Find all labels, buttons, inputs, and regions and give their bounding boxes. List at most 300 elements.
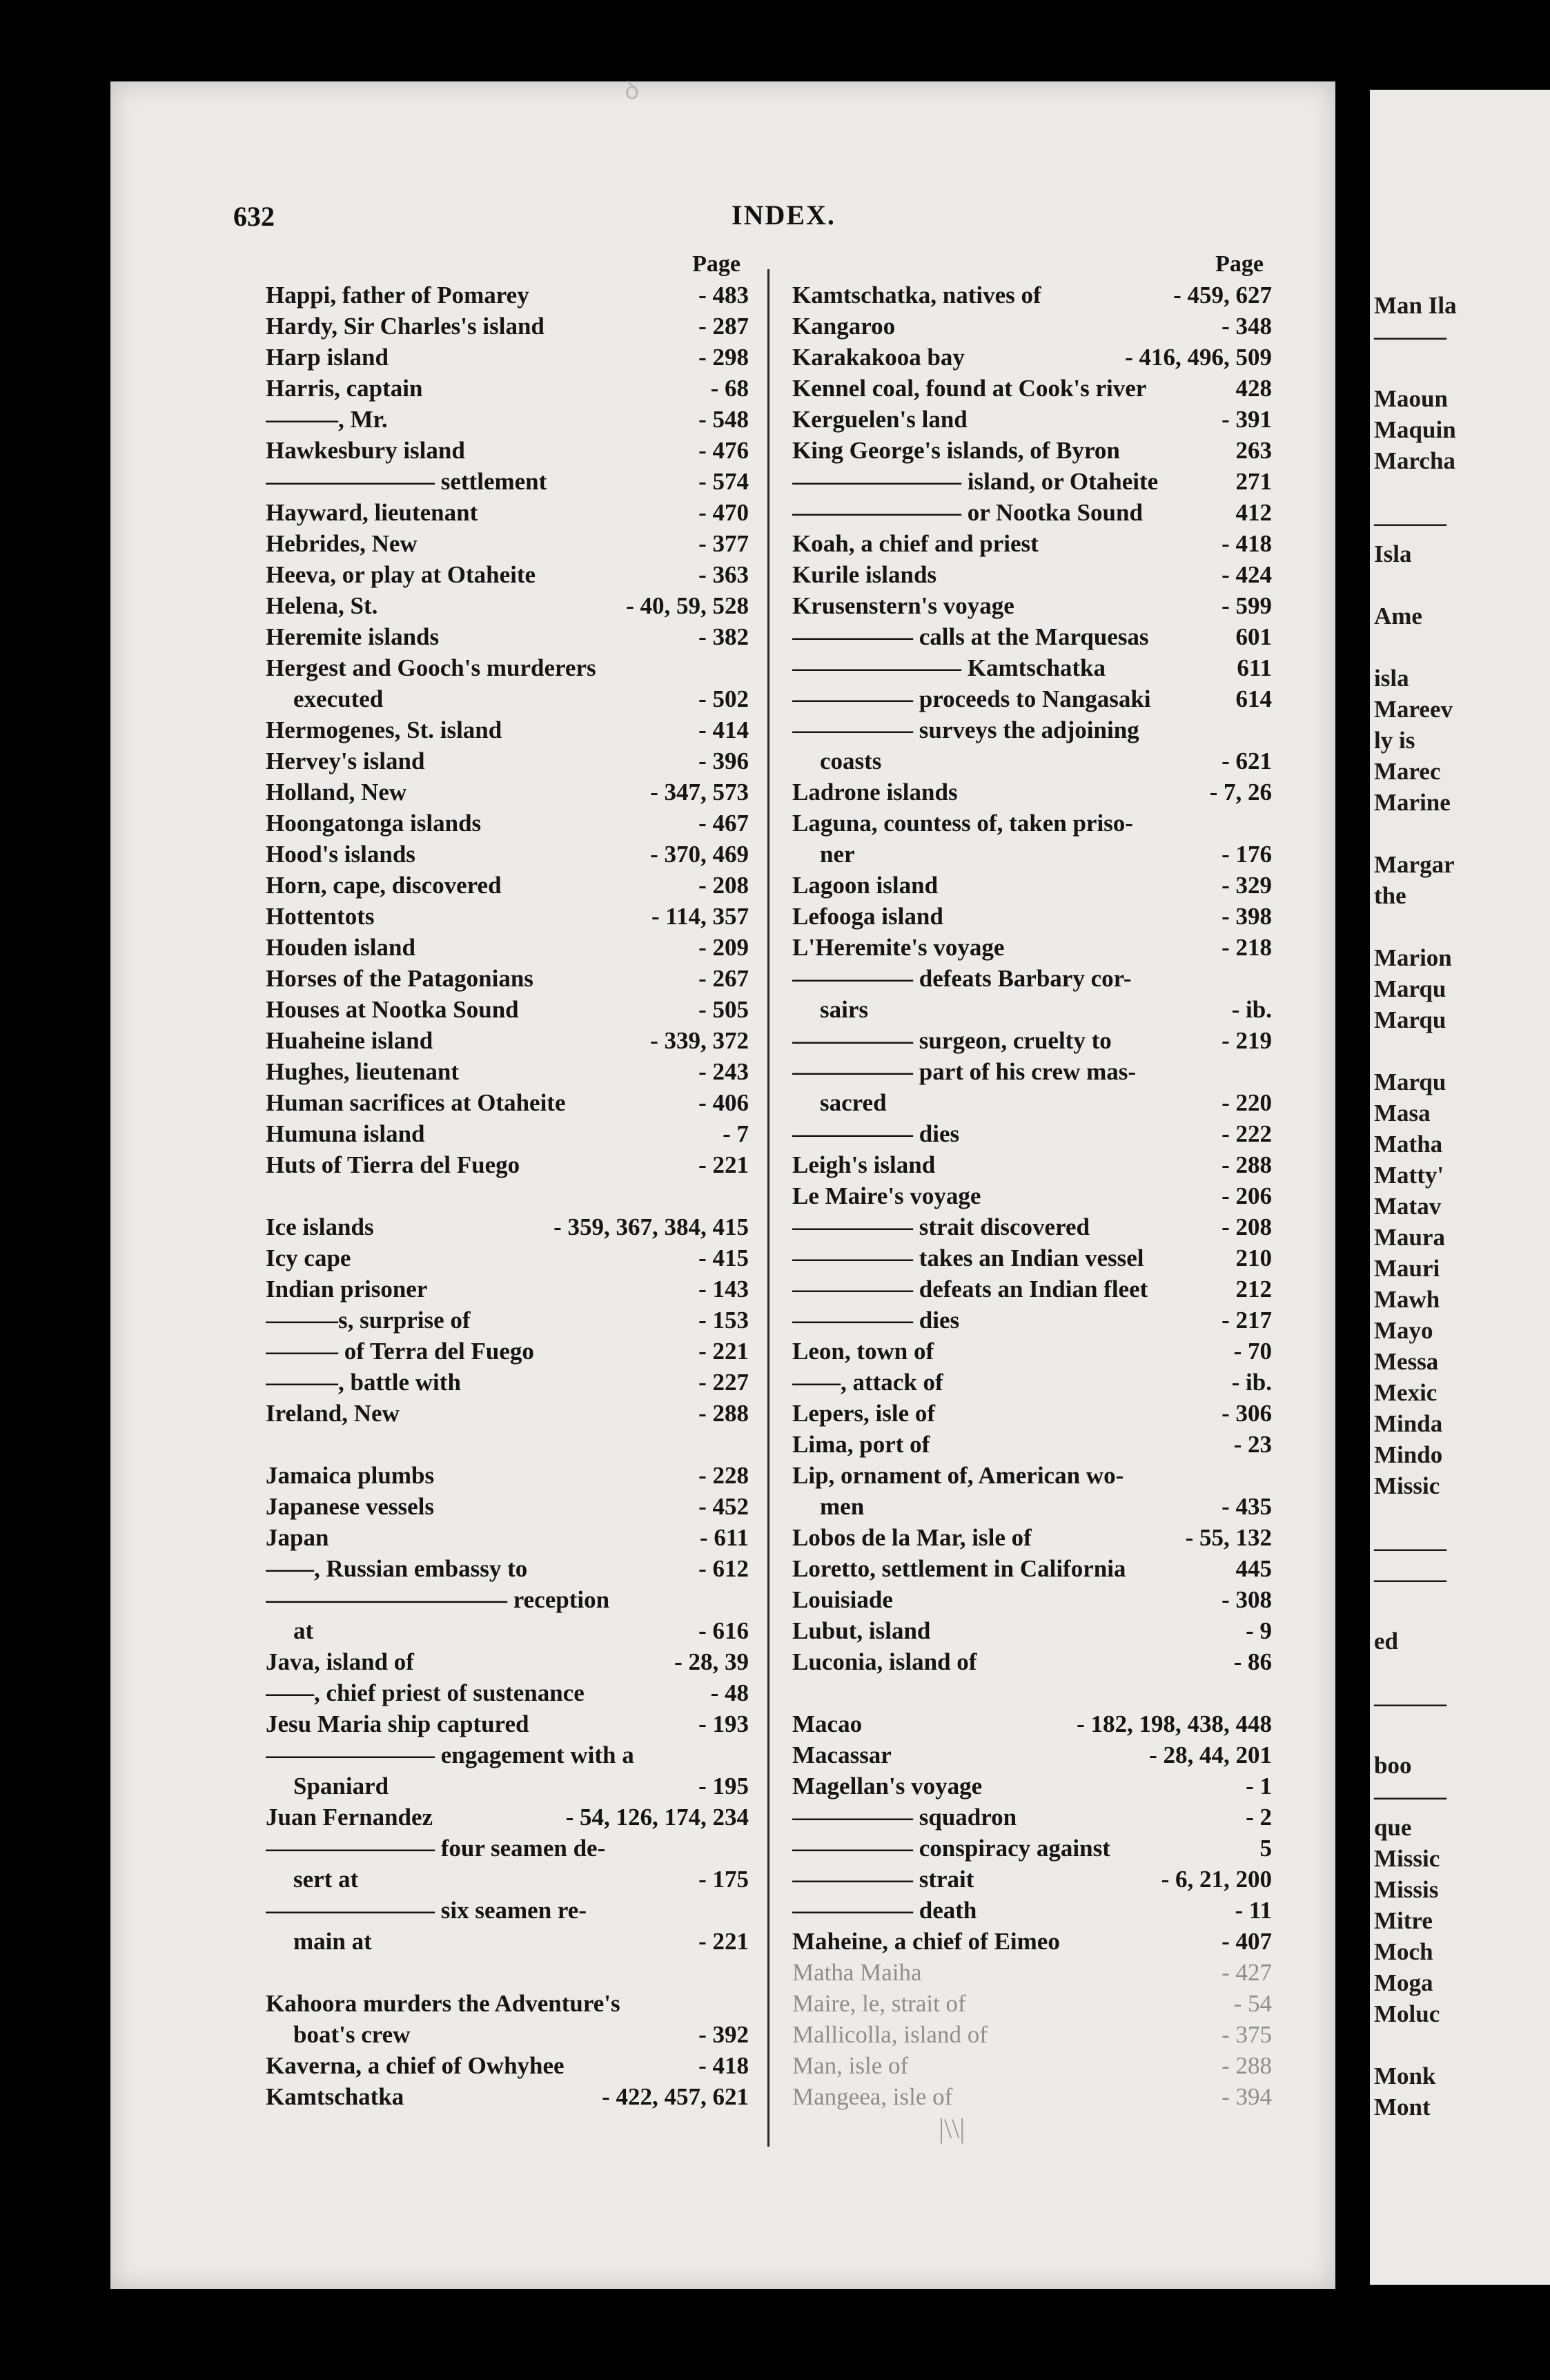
facing-page-edge: [1370, 90, 1550, 2285]
facing-page-line: Isla: [1374, 540, 1412, 567]
index-entry: [792, 1056, 1272, 1087]
index-page-refs: - 359, 367, 384, 415: [547, 1211, 749, 1242]
facing-page-line: the: [1374, 882, 1406, 909]
index-entry: [792, 1864, 1272, 1895]
index-term: ————— strait: [792, 1866, 974, 1893]
facing-page-line: ed: [1374, 1628, 1398, 1655]
index-entry: [266, 1522, 749, 1553]
index-page-refs: - 574: [691, 466, 749, 497]
bottom-mark: |\\|: [939, 2113, 965, 2144]
index-entry: [792, 1336, 1272, 1367]
index-term: Lima, port of: [792, 1431, 930, 1458]
index-entry: [792, 2050, 1272, 2081]
index-entry: [266, 342, 749, 373]
index-page-refs: 428: [1229, 373, 1273, 404]
index-term: Lepers, isle of: [792, 1400, 936, 1427]
index-entry: [266, 994, 749, 1025]
index-term: Ice islands: [266, 1213, 374, 1240]
index-term: Lobos de la Mar, isle of: [792, 1524, 1032, 1551]
index-entry: [792, 528, 1272, 559]
index-page-refs: - 28, 39: [667, 1646, 749, 1677]
index-page-refs: - 306: [1215, 1398, 1272, 1429]
index-entry: [266, 373, 749, 404]
facing-page-line: Marine: [1374, 789, 1451, 816]
index-term: Hebrides, New: [266, 530, 418, 557]
index-entry: [792, 1708, 1272, 1739]
index-term: Leigh's island: [792, 1151, 936, 1178]
facing-page-line: Mawh: [1374, 1286, 1440, 1313]
facing-page-line: Moluc: [1374, 2000, 1440, 2027]
index-entry: [792, 901, 1272, 932]
index-term: —————————— reception: [266, 1586, 610, 1613]
index-term: sert at: [293, 1866, 359, 1893]
index-page-refs: - 86: [1227, 1646, 1272, 1677]
index-entry: [792, 1988, 1272, 2019]
index-page-refs: 445: [1229, 1553, 1273, 1584]
index-term: Hergest and Gooch's murderers: [266, 654, 596, 681]
index-entry: [266, 1242, 749, 1274]
index-entry: [266, 1274, 749, 1305]
index-term: ————— squadron: [792, 1804, 1017, 1831]
index-page-refs: - 415: [691, 1242, 749, 1274]
index-page-refs: - 195: [691, 1771, 749, 1802]
index-entry: [792, 1149, 1272, 1180]
index-entry: [792, 497, 1272, 528]
facing-page-line: Moch: [1374, 1938, 1433, 1965]
facing-page-line: ———: [1374, 1783, 1446, 1810]
index-page-refs: - 221: [691, 1149, 749, 1180]
index-page-refs: 212: [1229, 1274, 1273, 1305]
index-term: Spaniard: [293, 1773, 389, 1799]
index-term: Harris, captain: [266, 375, 423, 402]
index-page-refs: - 220: [1215, 1087, 1272, 1118]
margin-mark: ꝺ: [625, 77, 640, 104]
index-entry: [266, 2050, 749, 2081]
facing-page-line: Missis: [1374, 1876, 1439, 1903]
index-page-refs: - 1: [1239, 1771, 1272, 1802]
index-entry: [792, 1398, 1272, 1429]
section-gap: [266, 1429, 749, 1460]
index-page-refs: - 288: [691, 1398, 749, 1429]
index-term: Macassar: [792, 1742, 892, 1768]
index-entry: [266, 1833, 749, 1864]
index-entry: [792, 311, 1272, 342]
index-page-refs: - 459, 627: [1166, 280, 1272, 311]
index-term: ————— defeats an Indian fleet: [792, 1276, 1148, 1303]
index-entry: [792, 652, 1272, 683]
index-page-refs: - 407: [1215, 1926, 1272, 1957]
facing-page-line: Maquin: [1374, 416, 1456, 443]
index-page-refs: - 222: [1215, 1118, 1272, 1149]
index-page-refs: - 287: [691, 311, 749, 342]
index-term: main at: [293, 1928, 372, 1955]
section-gap: [266, 1180, 749, 1211]
facing-page-line: Mayo: [1374, 1317, 1433, 1344]
facing-page-line: [1374, 1501, 1457, 1532]
index-page-refs: - 228: [691, 1460, 749, 1491]
index-page-refs: - 435: [1215, 1491, 1272, 1522]
index-entry: [266, 745, 749, 777]
facing-page-line: boo: [1374, 1752, 1412, 1779]
index-entry: [266, 777, 749, 808]
index-term: Java, island of: [266, 1648, 414, 1675]
index-term: Koah, a chief and priest: [792, 530, 1039, 557]
index-page-refs: - 452: [691, 1491, 749, 1522]
index-entry: [266, 652, 749, 683]
index-page-refs: - 288: [1215, 1149, 1272, 1180]
index-term: men: [820, 1493, 865, 1520]
facing-page-line: Matty': [1374, 1162, 1444, 1189]
index-term: ————— calls at the Marquesas: [792, 623, 1149, 650]
index-term: Harp island: [266, 344, 389, 371]
index-term: ————— death: [792, 1897, 977, 1924]
index-entry: [266, 1771, 749, 1802]
index-entry: [266, 839, 749, 870]
index-term: ————— part of his crew mas-: [792, 1058, 1137, 1085]
index-page-refs: - 422, 457, 621: [595, 2081, 749, 2112]
index-entry: [792, 1957, 1272, 1988]
index-term: ————— surveys the adjoining: [792, 716, 1139, 743]
index-entry: [266, 1615, 749, 1646]
index-page-refs: - 483: [691, 280, 749, 311]
index-entry: [266, 2081, 749, 2112]
index-entry: [266, 1553, 749, 1584]
index-entry: [792, 1771, 1272, 1802]
index-entry: [792, 1802, 1272, 1833]
facing-page-line: Moga: [1374, 1969, 1433, 1996]
index-entry: [266, 435, 749, 466]
index-term: ————— strait discovered: [792, 1213, 1090, 1240]
index-entry: [792, 466, 1272, 497]
index-entry: [266, 2019, 749, 2050]
index-term: Maheine, a chief of Eimeo: [792, 1928, 1060, 1955]
facing-page-line: Monk: [1374, 2062, 1436, 2089]
index-entry: [266, 1336, 749, 1367]
index-page-refs: - 363: [691, 559, 749, 590]
index-entry: [792, 1522, 1272, 1553]
index-page-refs: - 505: [691, 994, 749, 1025]
index-page-refs: - 298: [691, 342, 749, 373]
index-entry: [266, 808, 749, 839]
index-entry: [792, 373, 1272, 404]
index-term: Houses at Nootka Sound: [266, 996, 519, 1023]
index-term: ——, Russian embassy to: [266, 1555, 528, 1582]
index-term: Kamtschatka: [266, 2083, 404, 2110]
index-entry: [792, 559, 1272, 590]
index-term: ————— takes an Indian vessel: [792, 1245, 1144, 1271]
index-entry: [792, 1274, 1272, 1305]
index-entry: [266, 1926, 749, 1957]
index-entry: [266, 1056, 749, 1087]
index-term: Hawkesbury island: [266, 437, 465, 464]
index-entry: [792, 342, 1272, 373]
index-page-refs: - 616: [691, 1615, 749, 1646]
facing-page-line: Minda: [1374, 1410, 1443, 1437]
index-entry: [792, 994, 1272, 1025]
index-entry: [266, 901, 749, 932]
index-entry: [266, 497, 749, 528]
facing-page-line: Margar: [1374, 851, 1455, 878]
index-page-refs: - 406: [691, 1087, 749, 1118]
index-term: Huts of Tierra del Fuego: [266, 1151, 520, 1178]
facing-page-line: ly is: [1374, 727, 1415, 754]
facing-page-line: isla: [1374, 665, 1409, 692]
index-page-refs: - 599: [1215, 590, 1272, 621]
facing-page-line: Man Ila: [1374, 292, 1457, 319]
index-page-refs: - 6, 21, 200: [1155, 1864, 1272, 1895]
index-term: Karakakooa bay: [792, 344, 965, 371]
index-term: ——, attack of: [792, 1369, 943, 1396]
section-gap: [266, 1957, 749, 1988]
index-page-refs: - 68: [704, 373, 749, 404]
index-entry: [266, 1864, 749, 1895]
facing-page-line: ———: [1374, 1565, 1446, 1592]
index-term: Hughes, lieutenant: [266, 1058, 460, 1085]
index-term: Hoongatonga islands: [266, 810, 482, 837]
index-page-refs: - 2: [1239, 1802, 1272, 1833]
index-entry: [266, 311, 749, 342]
index-term: Helena, St.: [266, 592, 378, 619]
index-term: Kurile islands: [792, 561, 937, 588]
index-entry: [792, 590, 1272, 621]
index-entry: [792, 714, 1272, 745]
page-number: 632: [233, 201, 275, 232]
index-term: Hood's islands: [266, 841, 415, 868]
index-page-refs: - ib.: [1225, 994, 1272, 1025]
index-entry: [792, 1305, 1272, 1336]
facing-page-line: Matha: [1374, 1131, 1443, 1158]
index-page-refs: - 40, 59, 528: [619, 590, 749, 621]
facing-page-line: Mexic: [1374, 1379, 1438, 1406]
index-page-refs: - 548: [691, 404, 749, 435]
index-term: ——————— Kamtschatka: [792, 654, 1106, 681]
index-term: Kerguelen's land: [792, 406, 968, 433]
index-entry: [266, 1087, 749, 1118]
facing-page-line: Ame: [1374, 603, 1422, 630]
index-term: ——, chief priest of sustenance: [266, 1679, 585, 1706]
index-page-refs: - 348: [1215, 311, 1272, 342]
index-term: ———, battle with: [266, 1369, 461, 1396]
index-page-refs: - 396: [691, 745, 749, 777]
index-entry: [792, 1429, 1272, 1460]
facing-page-line: [1374, 569, 1457, 601]
index-page-refs: - 424: [1215, 559, 1272, 590]
facing-page-line: [1374, 476, 1457, 507]
index-column-right: [792, 248, 1272, 2112]
index-term: boat's crew: [293, 2021, 411, 2048]
index-entry: [266, 870, 749, 901]
index-entry: [792, 1491, 1272, 1522]
facing-page-line: Marion: [1374, 944, 1452, 971]
index-term: ———s, surprise of: [266, 1307, 471, 1334]
index-page-refs: - 218: [1215, 932, 1272, 963]
index-page-refs: - 377: [691, 528, 749, 559]
index-entry: [792, 808, 1272, 839]
index-term: Ireland, New: [266, 1400, 400, 1427]
index-entry: [792, 1118, 1272, 1149]
index-term: Japan: [266, 1524, 329, 1551]
facing-page-line: Mont: [1374, 2094, 1431, 2120]
index-entry: [792, 1584, 1272, 1615]
index-entry: [266, 932, 749, 963]
facing-page-line: [1374, 818, 1457, 849]
facing-page-line: [1374, 632, 1457, 663]
index-entry: [266, 621, 749, 652]
index-page-refs: - 217: [1215, 1305, 1272, 1336]
index-page-refs: - 418: [1215, 528, 1272, 559]
index-term: Laguna, countess of, taken priso-: [792, 810, 1133, 837]
index-entry: [266, 1708, 749, 1739]
index-term: Hardy, Sir Charles's island: [266, 313, 545, 340]
index-page-refs: 5: [1253, 1833, 1273, 1864]
index-entry: [266, 528, 749, 559]
index-entry: [266, 1802, 749, 1833]
index-entry: [792, 1367, 1272, 1398]
running-head: INDEX.: [732, 199, 836, 231]
index-term: Mallicolla, island of: [792, 2021, 988, 2048]
index-entry: [792, 280, 1272, 311]
index-page-refs: 210: [1229, 1242, 1273, 1274]
facing-page-line: Marqu: [1374, 975, 1446, 1002]
index-page-refs: - 414: [691, 714, 749, 745]
index-entry: [792, 2081, 1272, 2112]
facing-page-line: [1374, 1035, 1457, 1066]
index-entry: [792, 1211, 1272, 1242]
facing-page-line: que: [1374, 1814, 1412, 1841]
index-entry: [266, 1460, 749, 1491]
facing-page-line: Maoun: [1374, 385, 1448, 412]
facing-page-line: [1374, 352, 1457, 383]
index-entry: [792, 963, 1272, 994]
index-page-refs: - 416, 496, 509: [1118, 342, 1272, 373]
index-term: Lip, ornament of, American wo-: [792, 1462, 1124, 1489]
index-page-refs: - 467: [691, 808, 749, 839]
facing-page-line: Mitre: [1374, 1907, 1433, 1934]
facing-page-line: Marcha: [1374, 447, 1455, 474]
index-page-refs: 611: [1230, 652, 1272, 683]
index-page-refs: - 182, 198, 438, 448: [1070, 1708, 1272, 1739]
index-page-refs: - ib.: [1225, 1367, 1272, 1398]
index-entry: [266, 1305, 749, 1336]
index-entry: [266, 683, 749, 714]
index-term: Juan Fernandez: [266, 1804, 433, 1831]
index-entry: [792, 683, 1272, 714]
index-term: ——————— six seamen re-: [266, 1897, 587, 1924]
index-page-refs: - 392: [691, 2019, 749, 2050]
page-column-header: Page: [692, 251, 740, 277]
index-term: Lagoon island: [792, 872, 939, 899]
index-term: Mangeea, isle of: [792, 2083, 953, 2110]
index-entry: [792, 932, 1272, 963]
index-entry: [792, 1615, 1272, 1646]
index-page-refs: - 267: [691, 963, 749, 994]
index-entry: [792, 2019, 1272, 2050]
index-term: Houden island: [266, 934, 415, 961]
index-page-refs: - 143: [691, 1274, 749, 1305]
index-term: Icy cape: [266, 1245, 351, 1271]
index-term: ——————— settlement: [266, 468, 547, 495]
index-page-refs: - 54: [1227, 1988, 1272, 2019]
index-page-refs: 271: [1229, 466, 1273, 497]
index-page-refs: 412: [1229, 497, 1273, 528]
index-page-refs: - 370, 469: [643, 839, 749, 870]
index-page-refs: - 329: [1215, 870, 1272, 901]
facing-page-line: ———: [1374, 1690, 1446, 1717]
index-entry: [266, 280, 749, 311]
index-term: Matha Maiha: [792, 1959, 922, 1986]
index-term: Indian prisoner: [266, 1276, 428, 1303]
facing-page-line: Masa: [1374, 1100, 1431, 1126]
index-term: Humuna island: [266, 1120, 425, 1147]
index-page-refs: - 7, 26: [1203, 777, 1272, 808]
index-term: Lefooga island: [792, 903, 943, 930]
facing-page-line: [1374, 1657, 1457, 1688]
facing-page-line: Matav: [1374, 1193, 1442, 1220]
index-entry: [266, 590, 749, 621]
index-term: ——— of Terra del Fuego: [266, 1338, 534, 1365]
index-term: Luconia, island of: [792, 1648, 977, 1675]
index-page-refs: - 470: [691, 497, 749, 528]
index-term: Horses of the Patagonians: [266, 965, 533, 992]
index-page-refs: - 418: [691, 2050, 749, 2081]
index-entry: [792, 1646, 1272, 1677]
index-entry: [792, 1833, 1272, 1864]
index-page-refs: - 55, 132: [1179, 1522, 1272, 1553]
index-term: ————— surgeon, cruelty to: [792, 1027, 1112, 1054]
index-term: Japanese vessels: [266, 1493, 435, 1520]
index-term: Loretto, settlement in California: [792, 1555, 1126, 1582]
index-term: ——————— or Nootka Sound: [792, 499, 1143, 526]
index-entry: [266, 1646, 749, 1677]
index-page-refs: - 193: [691, 1708, 749, 1739]
index-term: Louisiade: [792, 1586, 893, 1613]
index-term: L'Heremite's voyage: [792, 934, 1005, 961]
index-term: ————— dies: [792, 1307, 960, 1334]
facing-page-line: ———: [1374, 323, 1446, 350]
index-entry: [266, 1988, 749, 2019]
index-term: ——————— four seamen de-: [266, 1835, 606, 1862]
index-term: sacred: [820, 1089, 887, 1116]
index-page-refs: - 227: [691, 1367, 749, 1398]
index-term: Human sacrifices at Otaheite: [266, 1089, 566, 1116]
index-term: sairs: [820, 996, 868, 1023]
index-page-refs: - 375: [1215, 2019, 1272, 2050]
index-entry: [266, 466, 749, 497]
index-term: ——————— island, or Otaheite: [792, 468, 1159, 495]
index-term: Happi, father of Pomarey: [266, 282, 529, 309]
index-page-refs: - 221: [691, 1336, 749, 1367]
index-term: Magellan's voyage: [792, 1773, 983, 1799]
index-entry: [266, 1118, 749, 1149]
index-page-refs: - 206: [1215, 1180, 1272, 1211]
index-entry: [266, 1149, 749, 1180]
index-entry: [266, 1677, 749, 1708]
facing-page-line: Marec: [1374, 758, 1441, 785]
index-page-refs: 614: [1229, 683, 1273, 714]
index-page-refs: - 54, 126, 174, 234: [559, 1802, 749, 1833]
facing-page-line: Maura: [1374, 1224, 1446, 1251]
index-page-refs: - 502: [691, 683, 749, 714]
index-entry: [266, 963, 749, 994]
index-entry: [792, 435, 1272, 466]
index-term: Krusenstern's voyage: [792, 592, 1014, 619]
index-term: Kangaroo: [792, 313, 896, 340]
index-entry: [266, 1895, 749, 1926]
index-term: ———, Mr.: [266, 406, 388, 433]
index-term: Holland, New: [266, 779, 407, 806]
index-page-refs: - 208: [1215, 1211, 1272, 1242]
index-page-refs: - 114, 357: [645, 901, 749, 932]
